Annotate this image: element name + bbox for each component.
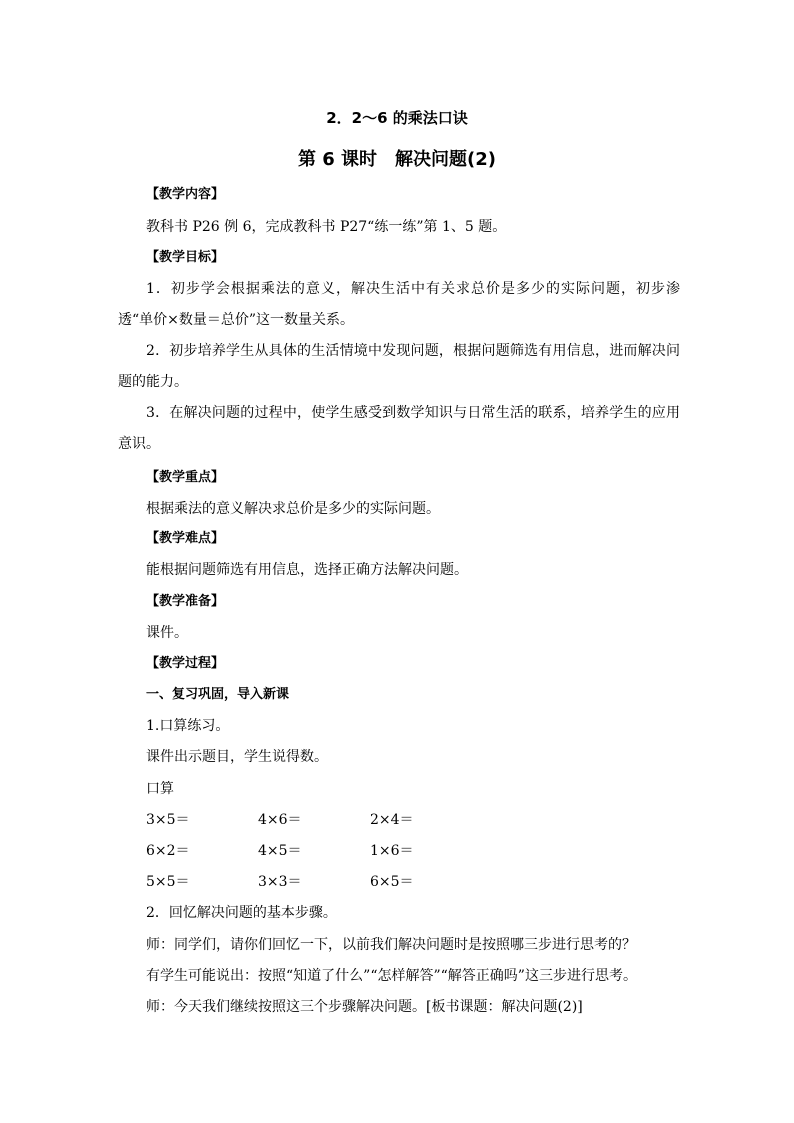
student-line-1: 有学生可能说出：按照“知道了什么”“怎样解答”“解答正确吗”这三步进行思考。 (146, 968, 637, 984)
calc-cell: 6×2＝ (146, 843, 190, 859)
teacher-line-2: 师：今天我们继续按照这三个步骤解决问题。[板书课题：解决问题(2)] (146, 999, 583, 1015)
section-heading-process: 【教学过程】 (146, 656, 225, 671)
section-heading-content: 【教学内容】 (146, 187, 225, 202)
calc-cell: 4×5＝ (258, 843, 302, 859)
section-heading-preparation: 【教学准备】 (146, 594, 225, 609)
kousuan-label: 口算 (146, 781, 174, 797)
item-oral-calc-desc: 课件出示题目，学生说得数。 (146, 749, 328, 765)
item-recall-steps: 2．回忆解决问题的基本步骤。 (146, 905, 337, 921)
item-oral-calc: 1.口算练习。 (146, 718, 230, 734)
teacher-line-1: 师：同学们，请你们回忆一下，以前我们解决问题时是按照哪三步进行思考的？ (146, 937, 636, 953)
calc-cell: 1×6＝ (370, 843, 414, 859)
section-heading-key-points: 【教学重点】 (146, 470, 225, 485)
calc-cell: 4×6＝ (258, 812, 302, 828)
calc-cell: 6×5＝ (370, 874, 414, 890)
goal-item-1: 1．初步学会根据乘法的意义，解决生活中有关求总价是多少的实际问题，初步渗透“单价×数量＝总价”这一数量关系。 (118, 281, 680, 328)
chapter-title: 2．2～6 的乘法口诀 (326, 109, 468, 127)
goal-item-3: 3．在解决问题的过程中，使学生感受到数学知识与日常生活的联系，培养学生的应用意识。 (118, 405, 680, 452)
calc-cell: 3×3＝ (258, 874, 302, 890)
calc-cell: 3×5＝ (146, 812, 190, 828)
calc-cell: 2×4＝ (370, 812, 414, 828)
step-heading-review: 一、复习巩固，导入新课 (146, 687, 290, 702)
lesson-title: 第 6 课时 解决问题(2) (297, 149, 497, 170)
goal-item-2: 2．初步培养学生从具体的生活情境中发现问题，根据问题筛选有用信息，进而解决问题的能力。 (118, 343, 680, 390)
calc-cell: 5×5＝ (146, 874, 190, 890)
difficulties-text: 能根据问题筛选有用信息，选择正确方法解决问题。 (146, 562, 468, 578)
content-text: 教科书 P26 例 6，完成教科书 P27“练一练”第 1、5 题。 (146, 219, 507, 235)
key-points-text: 根据乘法的意义解决求总价是多少的实际问题。 (146, 501, 440, 517)
preparation-text: 课件。 (146, 625, 188, 641)
section-heading-difficulties: 【教学难点】 (146, 531, 225, 546)
section-heading-goals: 【教学目标】 (146, 250, 225, 265)
